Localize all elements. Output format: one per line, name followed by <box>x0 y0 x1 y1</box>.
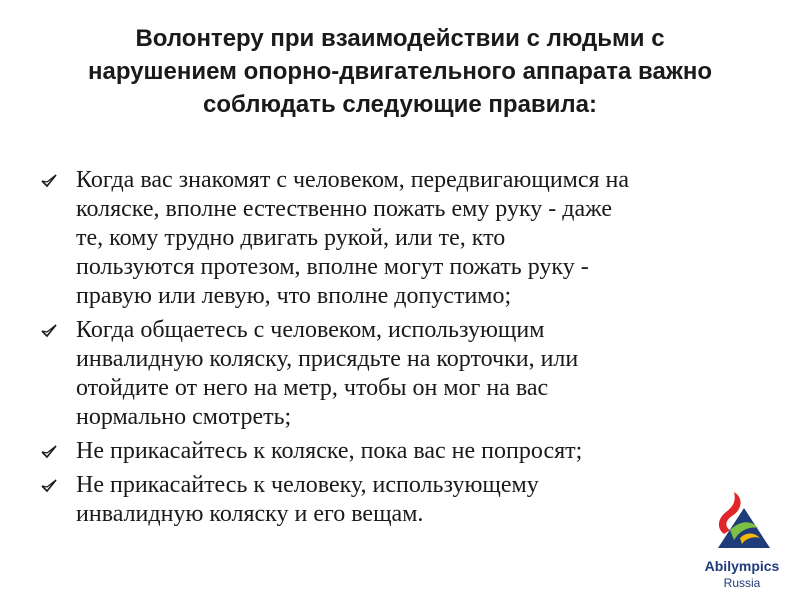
rule-line: правую или левую, что вполне допустимо; <box>76 283 512 309</box>
rule-line: коляске, вполне естественно пожать ему руку - даже <box>76 196 613 222</box>
rule-line: Не прикасайтесь к человеку, использующему <box>76 472 539 498</box>
checkmark-arrow-bullet-icon <box>40 443 58 461</box>
rule-line: Когда общаетесь с человеком, использующим <box>76 317 545 343</box>
rule-item <box>40 316 740 432</box>
rule-line: те, кому трудно двигать рукой, или те, кто <box>76 225 506 251</box>
rule-line: инвалидную коляску и его вещам. <box>76 501 424 527</box>
logo-name: Abilympics <box>704 558 780 574</box>
rule-line: нормально смотреть; <box>76 404 292 430</box>
slide-title-line: соблюдать следующие правила: <box>202 91 598 118</box>
rule-item <box>40 471 740 529</box>
rule-line: пользуются протезом, вполне могут пожать руку - <box>76 254 589 280</box>
rules-list <box>40 166 740 534</box>
slide-title-line: Волонтеру при взаимодействии с людьми с <box>135 25 665 52</box>
checkmark-arrow-bullet-icon <box>40 322 58 340</box>
rule-line: Когда вас знакомят с человеком, передвигающимся на <box>76 167 630 193</box>
rule-line: отойдите от него на метр, чтобы он мог на вас <box>76 375 549 401</box>
slide-title <box>20 22 780 121</box>
checkmark-arrow-bullet-icon <box>40 477 58 495</box>
abilympics-logo <box>688 486 796 594</box>
rule-line: инвалидную коляску, присядьте на корточки, или <box>76 346 579 372</box>
rule-item <box>40 166 740 311</box>
logo-subtitle: Russia <box>723 576 761 590</box>
slide-title-line: нарушением опорно-двигательного аппарата важно <box>88 58 712 85</box>
rule-item <box>40 437 740 466</box>
rule-line: Не прикасайтесь к коляске, пока вас не попросят; <box>76 438 583 464</box>
abilympics-logo-icon <box>714 490 772 552</box>
checkmark-arrow-bullet-icon <box>40 172 58 190</box>
